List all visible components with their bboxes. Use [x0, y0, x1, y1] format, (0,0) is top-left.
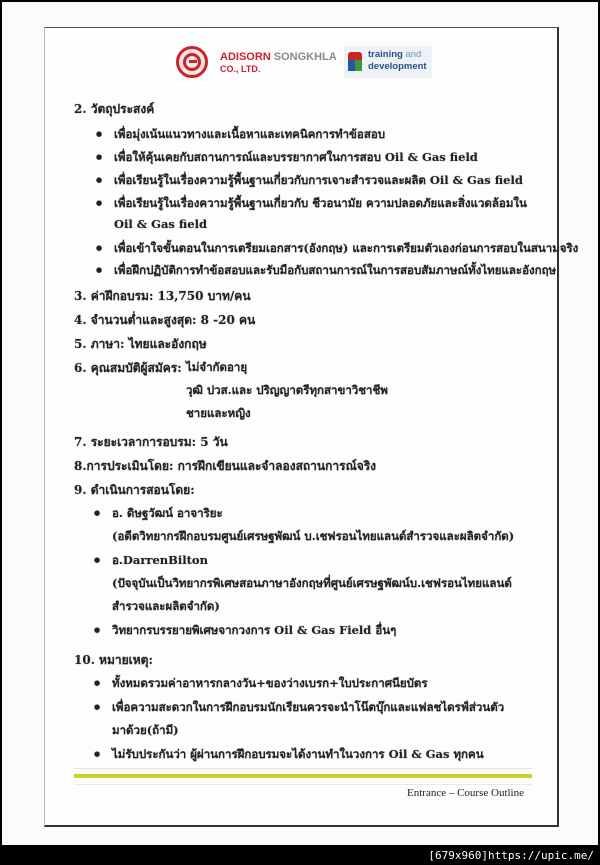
evaluation-method: 8.การประเมินโดย: การฝึกเขียนและจำลองสถานการณ์จริง — [74, 459, 377, 473]
qualification-item: วุฒิ ปวส.และ ปริญญาตรีทุกสาขาวิชาชีพ — [186, 383, 388, 397]
objective-item: ● เพื่อเข้าใจขั้นตอนในการเตรียมเอกสาร(อังกฤษ) และการเตรียมตัวเองก่อนการสอบในสนามจริง — [114, 240, 578, 258]
training-development-logo: training and development — [344, 46, 432, 78]
instructor-name: ● อ. ดิษฐวัฒน์ อาจาริยะ — [112, 505, 223, 523]
instructor-desc: (อดีตวิทยากรฝึกอบรมศูนย์เศรษฐพัฒน์ บ.เชฟรอนไทยแลนด์สำรวจและผลิตจำกัด) — [112, 529, 515, 543]
footer-label: Entrance – Course Outline — [407, 787, 524, 799]
objective-item: ● เพื่อฝึกปฏิบัติการทำข้อสอบและรับมือกับสถานการณ์ในการสอบสัมภาษณ์ทั้งไทยและอังกฤษ — [114, 262, 556, 280]
objective-item: ● เพื่อเรียนรู้ในเรื่องความรู้พื้นฐานเกี่ยวกับ ชีวอนามัย ความปลอดภัยและสิ่งแวดล้อมใน — [114, 195, 527, 213]
training-fee: 3. ค่าฝึกอบรม: 13,750 บาท/คน — [74, 289, 251, 303]
instructors-title: 9. ดำเนินการสอนโดย: — [74, 483, 195, 497]
divider — [74, 768, 532, 769]
objective-item: ● เพื่อมุ่งเน้นแนวทางและเนื้อหาและเทคนิคการทำข้อสอบ — [114, 126, 385, 144]
remark-item: ● ทั้งหมดรวมค่าอาหารกลางวัน+ของว่างเบรก+ใบประกาศนียบัตร — [112, 675, 428, 693]
objective-item-continued: Oil & Gas field — [114, 217, 207, 231]
divider — [74, 784, 532, 785]
remarks-title: 10. หมายเหตุ: — [74, 653, 153, 667]
qualifications-label: 6. คุณสมบัติผู้สมัคร: — [74, 361, 182, 375]
instructor-name: ● อ.DarrenBilton — [112, 552, 208, 570]
qualification-item: ไม่จำกัดอายุ — [186, 360, 248, 374]
accent-rule — [74, 774, 532, 778]
remark-item: ● ไม่รับประกันว่า ผู้ผ่านการฝึกอบรมจะได้งานทำในวงการ Oil & Gas ทุกคน — [112, 746, 484, 764]
remark-item-continued: มาด้วย(ถ้ามี) — [112, 723, 179, 737]
qualification-item: ชายและหญิง — [186, 406, 251, 420]
course-language: 5. ภาษา: ไทยและอังกฤษ — [74, 337, 207, 351]
instructor-desc: (ปัจจุบันเป็นวิทยากรพิเศษสอนภาษาอังกฤษที่ศูนย์เศรษฐพัฒน์บ.เชฟรอนไทยแลนด์ — [112, 576, 512, 590]
training-duration: 7. ระยะเวลาการอบรม: 5 วัน — [74, 435, 228, 449]
class-capacity: 4. จำนวนต่ำและสูงสุด: 8 -20 คน — [74, 313, 256, 327]
document-page — [2, 2, 598, 845]
adisorn-logo-icon — [176, 46, 208, 78]
cube-icon — [346, 52, 364, 72]
remark-item: ● เพื่อความสะดวกในการฝึกอบรมนักเรียนควรจะนำโน๊ตบุ๊กและแฟลชไดรฟ์ส่วนตัว — [112, 699, 504, 717]
instructor-name: ● วิทยากรบรรยายพิเศษจากวงการ Oil & Gas Field อื่นๆ — [112, 622, 396, 640]
objective-item: ● เพื่อให้คุ้นเคยกับสถานการณ์และบรรยากาศในการสอบ Oil & Gas field — [114, 149, 478, 167]
objectives-title: 2. วัตถุประสงค์ — [74, 102, 155, 116]
company-name: ADISORN SONGKHLA CO., LTD. — [220, 51, 337, 74]
header-logos — [172, 44, 432, 84]
image-watermark: [679x960]https://upic.me/ — [428, 849, 594, 862]
objective-item: ● เพื่อเรียนรู้ในเรื่องความรู้พื้นฐานเกี่ยวกับการเจาะสำรวจและผลิต Oil & Gas field — [114, 172, 523, 190]
instructor-desc: สำรวจและผลิตจำกัด) — [112, 599, 220, 613]
